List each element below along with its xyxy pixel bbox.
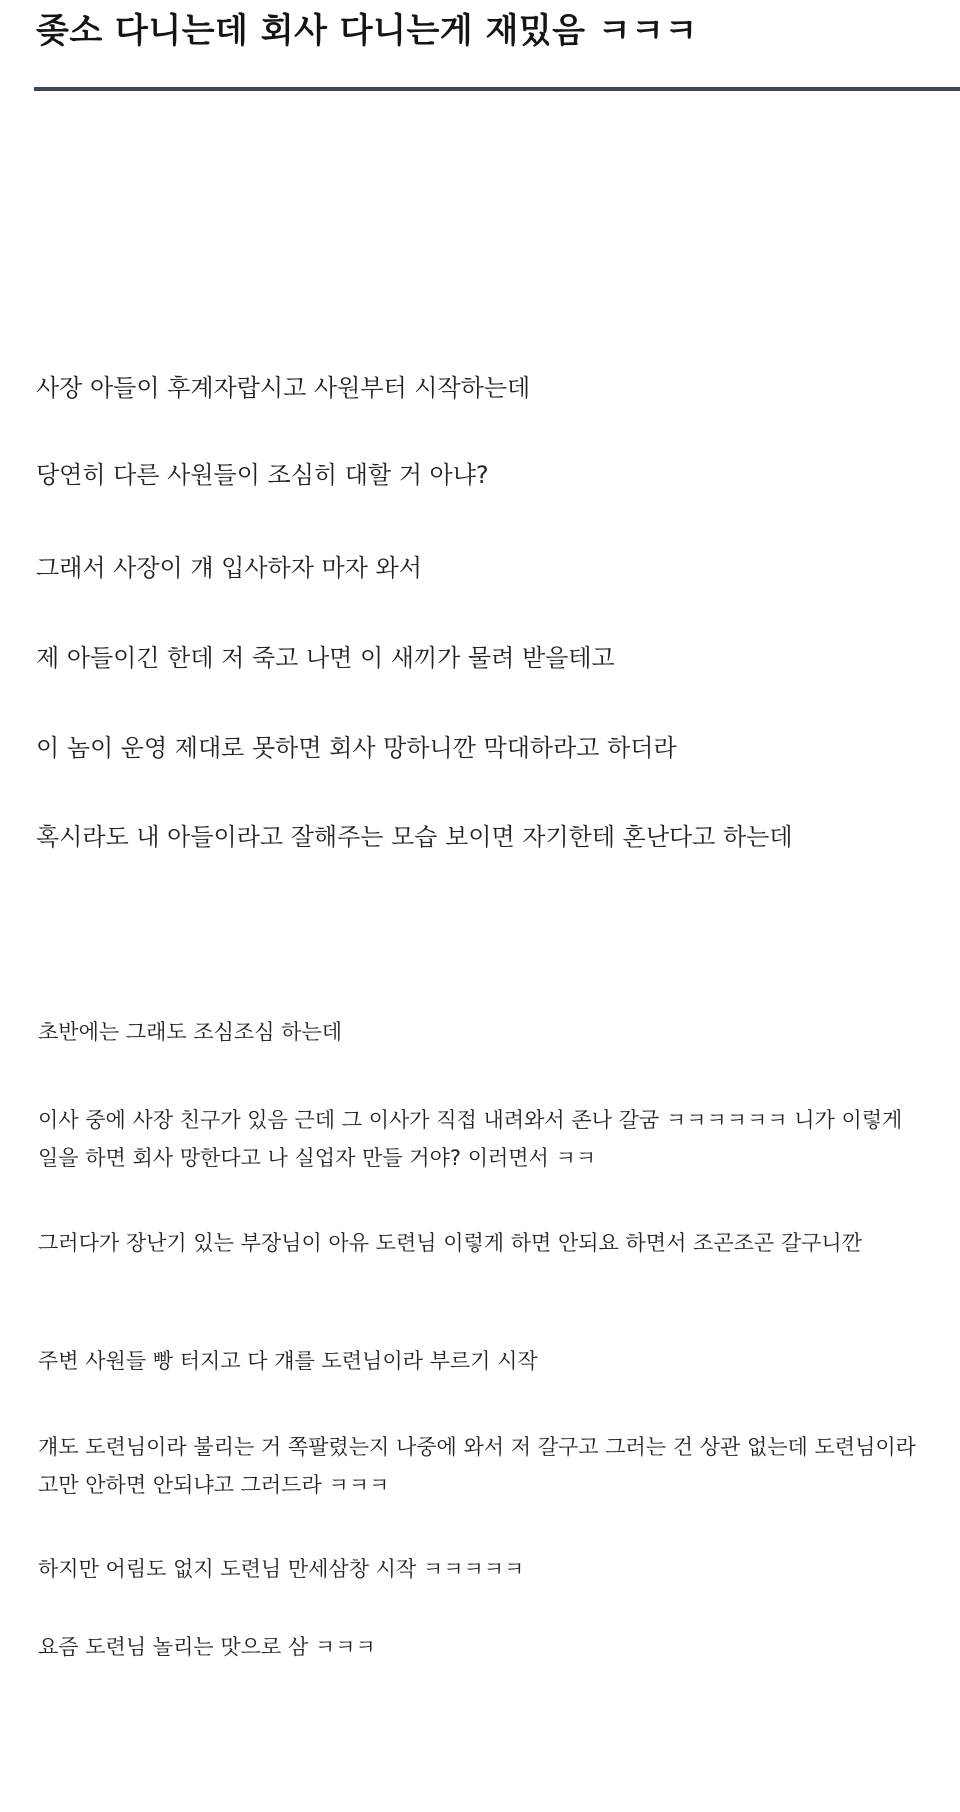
post-paragraph: 요즘 도련님 놀리는 맛으로 삼 ㅋㅋㅋ — [38, 1635, 376, 1659]
post-paragraph: 초반에는 그래도 조심조심 하는데 — [38, 1020, 343, 1044]
post-paragraph: 제 아들이긴 한데 저 죽고 나면 이 새끼가 물려 받을테고 — [36, 644, 615, 672]
post-paragraph: 혹시라도 내 아들이라고 잘해주는 모습 보이면 자기한테 혼난다고 하는데 — [36, 823, 793, 851]
post-paragraph: 당연히 다른 사원들이 조심히 대할 거 아냐? — [36, 461, 489, 489]
post-paragraph: 사장 아들이 후계자랍시고 사원부터 시작하는데 — [36, 374, 531, 402]
post-paragraph: 걔도 도련님이라 불리는 거 쪽팔렸는지 나중에 와서 저 갈구고 그러는 건 상관 없는데 도련님이라고만 안하면 안되냐고 그러드라 ㅋㅋㅋ — [38, 1435, 916, 1497]
post-paragraph: 이 놈이 운영 제대로 못하면 회사 망하니깐 막대하라고 하더라 — [36, 734, 677, 762]
post-title: 좆소 다니는데 회사 다니는게 재밌음 ㅋㅋㅋ — [36, 11, 698, 51]
post-paragraph: 주변 사원들 빵 터지고 다 걔를 도련님이라 부르기 시작 — [38, 1349, 538, 1373]
post-paragraph: 하지만 어림도 없지 도련님 만세삼창 시작 ㅋㅋㅋㅋㅋ — [38, 1557, 525, 1581]
post-paragraph: 그래서 사장이 걔 입사하자 마자 와서 — [36, 554, 422, 582]
post-paragraph: 그러다가 장난기 있는 부장님이 아유 도련님 이렇게 하면 안되요 하면서 조곤조곤 갈구니깐 — [38, 1231, 863, 1255]
post-paragraph: 이사 중에 사장 친구가 있음 근데 그 이사가 직접 내려와서 존나 갈굼 ㅋㅋㅋㅋㅋㅋ 니가 이렇게 일을 하면 회사 망한다고 나 실업자 만들 거야? 이러면서 ㅋㅋ — [38, 1108, 903, 1170]
title-divider — [34, 87, 960, 91]
